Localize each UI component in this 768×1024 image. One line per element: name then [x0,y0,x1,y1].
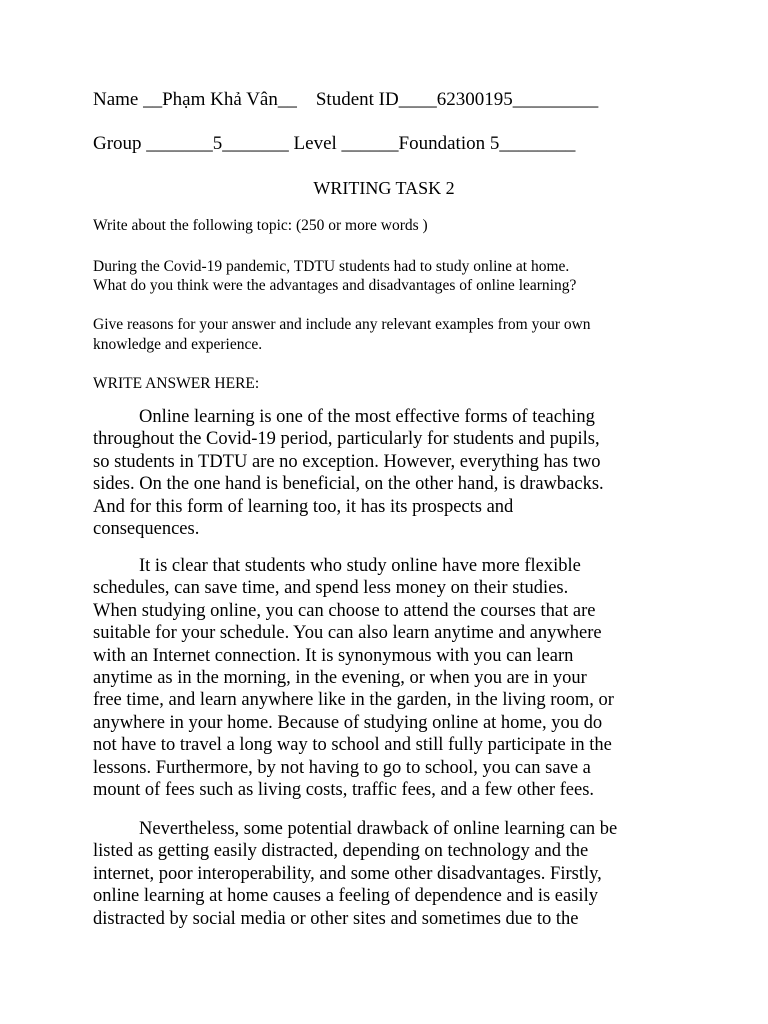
paragraph-line: listed as getting easily distracted, depending on technology and the [93,841,589,862]
paragraph-line: online learning at home causes a feeling of dependence and is easily [93,886,598,907]
answer-paragraph-2 [93,555,693,801]
answer-label: WRITE ANSWER HERE: [93,375,260,392]
question-line-1: During the Covid-19 pandemic, TDTU students had to study online at home. [93,258,570,275]
question-line-2: What do you think were the advantages and disadvantages of online learning? [93,277,577,294]
paragraph-line: schedules, can save time, and spend less money on their studies. [93,578,569,599]
paragraph-line: free time, and learn anywhere like in the garden, in the living room, or [93,690,614,711]
reasons-line-2: knowledge and experience. [93,336,263,353]
answer-paragraph-3 [93,818,693,930]
paragraph-line: lessons. Furthermore, by not having to go to school, you can save a [93,757,591,778]
paragraph-line: Nevertheless, some potential drawback of online learning can be [139,819,618,839]
paragraph-line: anywhere in your home. Because of studying online at home, you do [93,712,603,733]
paragraph-line: And for this form of learning too, it has its prospects and [93,496,514,517]
paragraph-line: It is clear that students who study online have more flexible [139,556,581,576]
paragraph-line: internet, poor interoperability, and some other disadvantages. Firstly, [93,863,602,884]
group-level-line: Group _______5_______ Level ______Foundation 5________ [93,133,576,154]
paragraph-line: sides. On the one hand is beneficial, on the other hand, is drawbacks. [93,474,604,495]
paragraph-line: suitable for your schedule. You can also learn anytime and anywhere [93,623,602,644]
paragraph-line: Online learning is one of the most effective forms of teaching [139,407,595,427]
topic-instruction: Write about the following topic: (250 or more words ) [93,217,428,234]
paragraph-line: so students in TDTU are no exception. However, everything has two [93,451,601,472]
answer-paragraph-1 [93,406,693,540]
paragraph-line: with an Internet connection. It is synonymous with you can learn [93,645,574,666]
paragraph-line: mount of fees such as living costs, traffic fees, and a few other fees. [93,780,595,801]
paragraph-line: When studying online, you can choose to attend the courses that are [93,600,596,621]
paragraph-line: distracted by social media or other sites and sometimes due to the [93,908,579,929]
paragraph-line: anytime as in the morning, in the evening, or when you are in your [93,668,587,689]
paragraph-line: not have to travel a long way to school and still fully participate in the [93,735,612,756]
reasons-line-1: Give reasons for your answer and include any relevant examples from your own [93,316,591,333]
paragraph-line: consequences. [93,519,200,540]
name-student-id-line: Name __Phạm Khả Vân__ Student ID____62300195_________ [93,89,599,110]
page-title: WRITING TASK 2 [313,178,455,198]
paragraph-line: throughout the Covid-19 period, particularly for students and pupils, [93,429,600,450]
